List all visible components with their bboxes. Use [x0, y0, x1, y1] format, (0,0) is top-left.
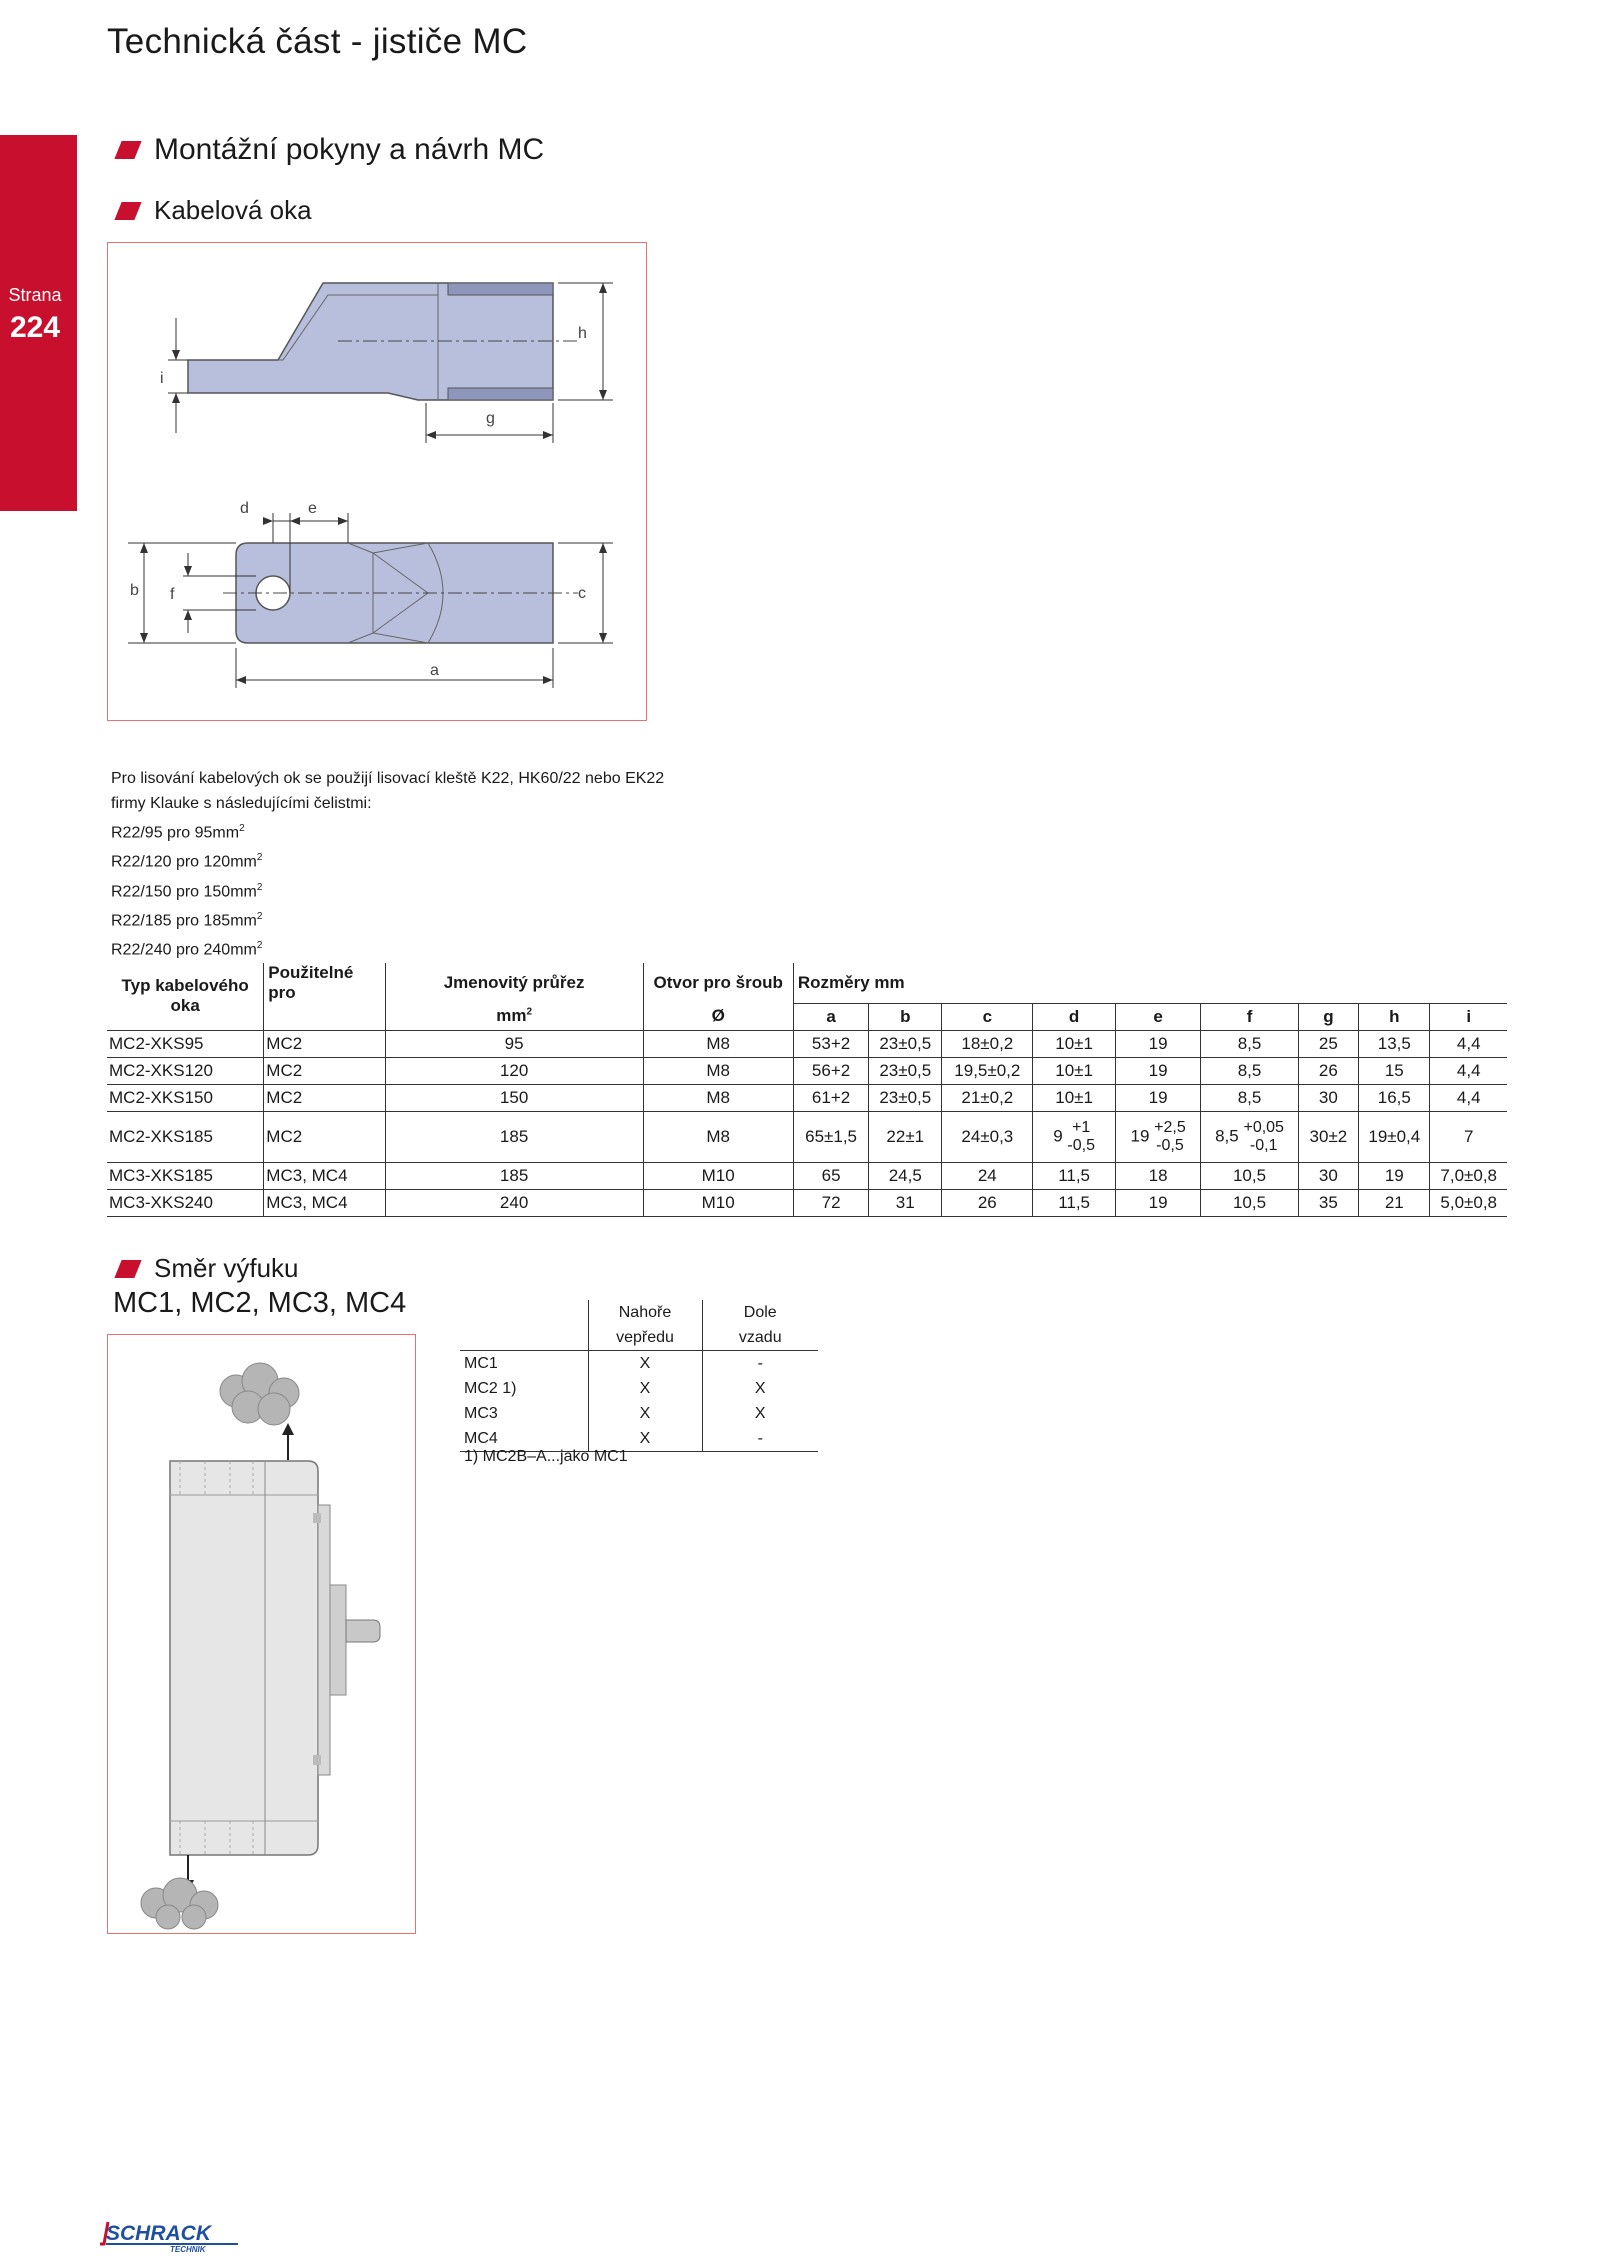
- logo-subtext: TECHNIK: [170, 2245, 206, 2254]
- side-tab-label: Strana: [8, 285, 62, 305]
- section-heading-cable-lugs: [108, 195, 312, 226]
- tolerance-cell-d: 9 +1 -0,5: [1033, 1111, 1115, 1162]
- section-heading-exhaust: [108, 1253, 299, 1284]
- note-item: R22/240 pro $240mm^2$: [111, 940, 263, 959]
- table-header-row: [460, 1300, 818, 1325]
- smoke-top-icon: [220, 1363, 299, 1425]
- logo-text: SCHRACK: [106, 2222, 211, 2245]
- page-number: 224: [9, 311, 61, 344]
- dim-header-f: f: [1201, 1003, 1298, 1030]
- col-header-back-2: vzadu: [702, 1325, 818, 1351]
- smoke-bottom-icon: [141, 1878, 218, 1929]
- table-row: MC2-XKS185 MC2 185 M8 65±1,5 22±1 24±0,3 9 +1 -0,5 19 +2,5 -0,5 8,5 +0,05 -0,1 30±2 19±0,4 7: [107, 1111, 1507, 1162]
- dim-label-h: h: [578, 325, 587, 342]
- section-subtitle: MC1, MC2, MC3, MC4: [113, 1287, 407, 1319]
- section-title: Směr výfuku: [154, 1253, 299, 1283]
- table-row: MC3 X X: [460, 1401, 818, 1426]
- col-header-cross-section: Jmenovitý průřez: [385, 963, 643, 1003]
- dim-header-i: i: [1430, 1003, 1507, 1030]
- dim-header-g: g: [1298, 1003, 1359, 1030]
- dim-label-e: e: [308, 500, 317, 517]
- table-row: MC2-XKS150 MC2 150 M8 61+2 23±0,5 21±0,2 10±1 19 8,5 30 16,5 4,4: [107, 1084, 1507, 1111]
- note-line: firmy Klauke s následujícími čelistmi:: [111, 795, 372, 812]
- tolerance-cell-e: 19 +2,5 -0,5: [1115, 1111, 1201, 1162]
- section-heading-mounting: [108, 133, 544, 167]
- note-item: R22/150 pro $150mm^2$: [111, 881, 263, 900]
- page-side-tab: [0, 135, 77, 511]
- cable-lug-svg: [108, 243, 646, 720]
- toggle-handle: [346, 1620, 380, 1642]
- table-row: MC2 1) X X: [460, 1376, 818, 1401]
- dim-label-f: f: [170, 586, 175, 603]
- bullet-icon: [114, 141, 141, 159]
- table-row: MC3-XKS185 MC3, MC4 185 M10 65 24,5 24 11,5 18 10,5 30 19 7,0±0,8: [107, 1162, 1507, 1189]
- crimping-note: [111, 766, 664, 963]
- bullet-icon: [114, 1260, 141, 1278]
- note-item: R22/185 pro $185mm^2$: [111, 910, 263, 930]
- breaker-svg: [108, 1335, 415, 1933]
- breaker-body: [170, 1461, 318, 1855]
- dim-label-a: a: [430, 662, 439, 679]
- cable-lug-drawing: [107, 242, 647, 721]
- dim-header-c: c: [942, 1003, 1033, 1030]
- cable-lug-table: [107, 963, 1507, 1217]
- dim-header-e: e: [1115, 1003, 1201, 1030]
- unit-bolt: Ø: [643, 1003, 793, 1030]
- table-header-row: [460, 1325, 818, 1351]
- col-header-usable: Použitelné pro: [264, 963, 385, 1003]
- col-header-dimensions: Rozměry mm: [793, 963, 1507, 1003]
- dim-header-h: h: [1359, 1003, 1430, 1030]
- table-row: MC4 X -: [460, 1426, 818, 1452]
- exhaust-table: [460, 1300, 818, 1452]
- bullet-icon: [114, 202, 141, 220]
- unit-cross-section: $mm^2$: [385, 1003, 643, 1030]
- schrack-logo: [98, 2220, 248, 2259]
- note-item: R22/120 pro $120mm^2$: [111, 852, 263, 871]
- dim-label-i: i: [160, 370, 164, 387]
- col-header-front: Nahoře: [588, 1300, 702, 1325]
- dim-label-c: c: [578, 585, 586, 602]
- note-item: R22/95 pro $95mm^2$: [111, 823, 245, 842]
- col-header-front-2: vepředu: [588, 1325, 702, 1351]
- dim-label-d: d: [240, 500, 249, 517]
- table-row: MC1 X -: [460, 1351, 818, 1377]
- section-title: Kabelová oka: [154, 195, 312, 225]
- table-header-row: [107, 963, 1507, 1003]
- col-header-type: Typ kabelového oka: [107, 963, 264, 1030]
- table-row: MC2-XKS120 MC2 120 M8 56+2 23±0,5 19,5±0,2 10±1 19 8,5 26 15 4,4: [107, 1057, 1507, 1084]
- col-header-bolt-hole: Otvor pro šroub: [643, 963, 793, 1003]
- tolerance-cell-f: 8,5 +0,05 -0,1: [1201, 1111, 1298, 1162]
- table-row: MC2-XKS95 MC2 95 M8 53+2 23±0,5 18±0,2 10±1 19 8,5 25 13,5 4,4: [107, 1030, 1507, 1057]
- dim-label-g: g: [486, 410, 495, 427]
- note-line: Pro lisování kabelových ok se použijí lisovací kleště K22, HK60/22 nebo EK22: [111, 770, 665, 787]
- table-row: MC3-XKS240 MC3, MC4 240 M10 72 31 26 11,5 19 10,5 35 21 5,0±0,8: [107, 1189, 1507, 1216]
- section-title: Montážní pokyny a návrh MC: [154, 133, 545, 166]
- dim-header-b: b: [869, 1003, 942, 1030]
- page-title: Technická část - jističe MC: [107, 22, 528, 61]
- dim-header-d: d: [1033, 1003, 1115, 1030]
- exhaust-direction-drawing: [107, 1334, 416, 1934]
- dim-label-b: b: [130, 582, 139, 599]
- dim-header-a: a: [793, 1003, 868, 1030]
- table-subheader-row: [107, 1003, 1507, 1030]
- col-header-back: Dole: [702, 1300, 818, 1325]
- exhaust-footnote: 1) MC2B–A...jako MC1: [464, 1448, 628, 1465]
